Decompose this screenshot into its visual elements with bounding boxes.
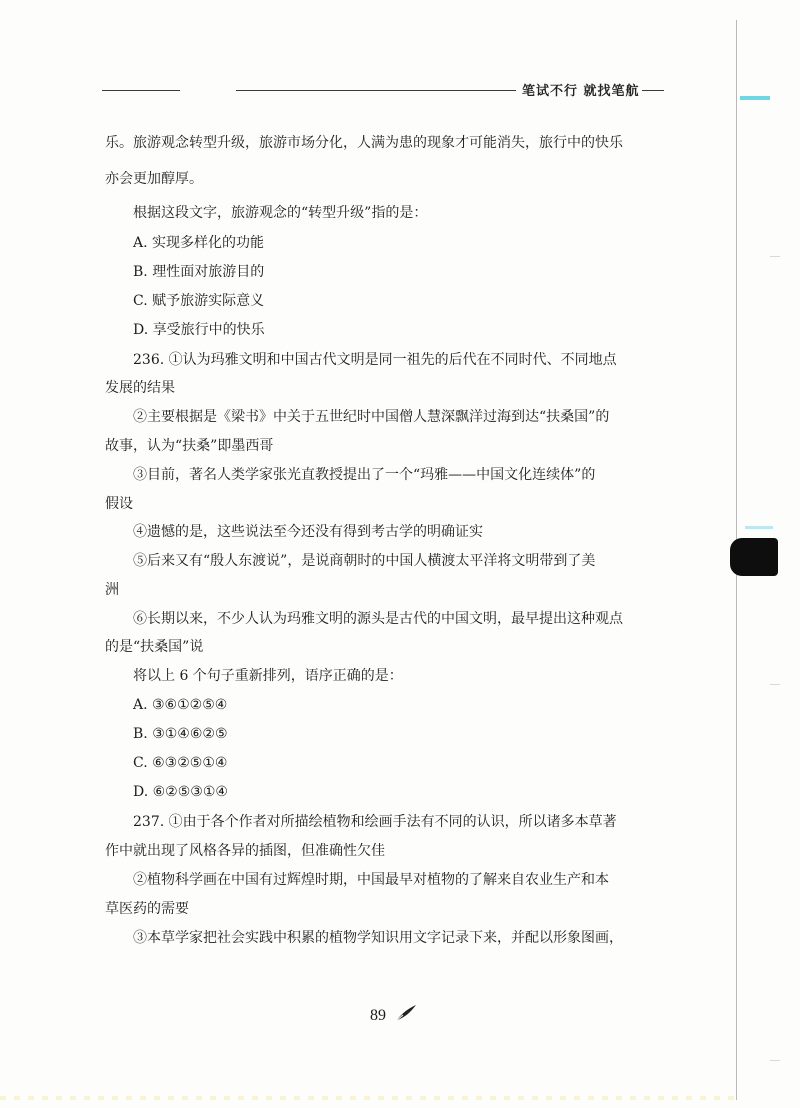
sentence-5-cont: 洲 [105, 582, 119, 598]
header-rule [102, 90, 180, 91]
edge-tick [770, 684, 780, 685]
option-b: B. ③①④⑥②⑤ [133, 726, 228, 742]
option-c: C. ⑥③②⑤①④ [133, 755, 228, 771]
option-a: A. ③⑥①②⑤④ [133, 697, 228, 713]
page-number: 89 [370, 1007, 386, 1024]
option-d: D. ⑥②⑤③①④ [133, 784, 228, 800]
sentence-1: 237. ①由于各个作者对所描绘植物和绘画手法有不同的认识，所以诸多本草著 [133, 814, 617, 830]
edge-tick [770, 256, 780, 257]
header-slogan: 笔试不行 就找笔航 [522, 84, 640, 99]
edge-color-mark-faint [745, 526, 773, 529]
sentence-1: 236. ①认为玛雅文明和中国古代文明是同一祖先的后代在不同时代、不同地点 [133, 352, 617, 368]
option-b: B. 理性面对旅游目的 [133, 264, 265, 280]
header-rule [642, 90, 664, 91]
edge-tick [770, 1060, 780, 1061]
thumb-index-tab [730, 538, 778, 576]
sentence-6: ⑥长期以来，不少人认为玛雅文明的源头是古代的中国文明，最早提出这种观点 [133, 611, 623, 627]
sentence-1-cont: 发展的结果 [105, 380, 175, 396]
question-stem: 将以上 6 个句子重新排列，语序正确的是： [133, 668, 403, 684]
text-line: 乐。旅游观念转型升级，旅游市场分化，人满为患的现象才可能消失，旅行中的快乐 [105, 135, 623, 151]
question-stem: 根据这段文字，旅游观念的“转型升级”指的是： [133, 205, 428, 221]
option-d: D. 享受旅行中的快乐 [133, 322, 265, 338]
option-c: C. 赋予旅游实际意义 [133, 293, 265, 309]
sentence-2-cont: 草医药的需要 [105, 901, 189, 917]
sentence-2: ②主要根据是《梁书》中关于五世纪时中国僧人慧深飘洋过海到达“扶桑国”的 [133, 409, 610, 425]
sentence-4: ④遗憾的是，这些说法至今还没有得到考古学的明确证实 [133, 524, 483, 540]
sentence-2-cont: 故事，认为“扶桑”即墨西哥 [105, 438, 274, 454]
sentence-2: ②植物科学画在中国有过辉煌时期，中国最早对植物的了解来自农业生产和本 [133, 872, 609, 888]
sentence-3: ③目前，著名人类学家张光直教授提出了一个“玛雅——中国文化连续体”的 [133, 467, 596, 483]
sentence-1-cont: 作中就出现了风格各异的插图，但准确性欠佳 [105, 843, 385, 859]
sentence-3: ③本草学家把社会实践中积累的植物学知识用文字记录下来，并配以形象图画， [133, 930, 623, 946]
scan-edge-noise [0, 1096, 736, 1100]
header-rule [236, 90, 516, 91]
sentence-5: ⑤后来又有“殷人东渡说”，是说商朝时的中国人横渡太平洋将文明带到了美 [133, 553, 596, 569]
sentence-6-cont: 的是“扶桑国”说 [105, 639, 204, 655]
option-a: A. 实现多样化的功能 [133, 235, 265, 251]
sentence-3-cont: 假设 [105, 496, 133, 512]
edge-color-mark [740, 96, 770, 100]
text-line: 亦会更加醇厚。 [105, 171, 203, 187]
quill-pen-icon [394, 1004, 418, 1026]
